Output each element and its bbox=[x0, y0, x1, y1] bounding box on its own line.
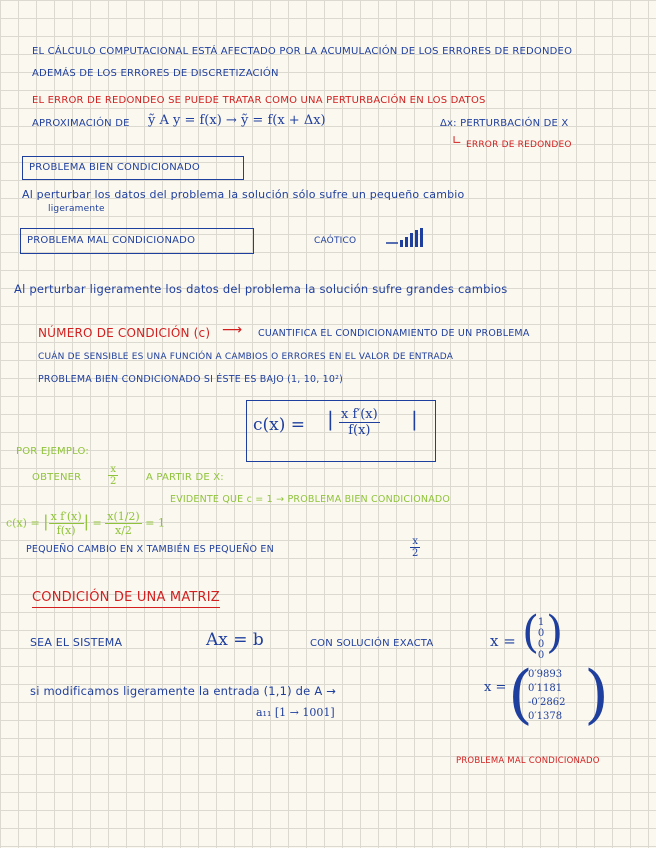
ill-conditioned-result: PROBLEMA MAL CONDICIONADO bbox=[456, 756, 600, 766]
ill-conditioned-description: Al perturbar ligeramente los datos del problema la solución sufre grandes cambios bbox=[14, 282, 508, 296]
calc-num-2: x(1/2) bbox=[107, 510, 140, 523]
exact-solution-label: CON SOLUCIÓN EXACTA bbox=[310, 638, 434, 649]
condition-number-title: NÚMERO DE CONDICIÓN (c) bbox=[38, 326, 211, 340]
formula-fraction bbox=[339, 407, 380, 438]
calc-den-1: f(x) bbox=[56, 524, 76, 537]
a11-change: a₁₁ [1 → 1001] bbox=[256, 706, 335, 719]
approximation-label: APROXIMACIÓN DE bbox=[32, 118, 130, 129]
perturbed-left-paren: ( bbox=[508, 658, 533, 732]
formula-denominator: f(x) bbox=[348, 423, 371, 438]
perturbed-component: -0′2862 bbox=[528, 697, 566, 708]
ill-conditioned-box bbox=[20, 228, 254, 254]
intro-line-1: EL CÁLCULO COMPUTACIONAL ESTÁ AFECTADO POR LA ACUMULACIÓN DE LOS ERRORES DE REDONDEO bbox=[32, 46, 573, 57]
matrix-condition-title: CONDICIÓN DE UNA MATRIZ bbox=[32, 590, 220, 608]
system-equation: Ax = b bbox=[206, 630, 264, 650]
exact-left-paren: ( bbox=[522, 607, 540, 658]
perturbed-solution-vector bbox=[528, 668, 586, 724]
perturbed-component: 0′9893 bbox=[528, 669, 563, 680]
rounding-perturbation-line: EL ERROR DE REDONDEO SE PUEDE TRATAR COMO UNA PERTURBACIÓN EN LOS DATOS bbox=[32, 95, 486, 106]
example-obtain: OBTENER bbox=[32, 472, 82, 483]
well-conditioned-label: PROBLEMA BIEN CONDICIONADO bbox=[29, 162, 200, 173]
calc-num-1: x f′(x) bbox=[50, 510, 82, 523]
rounding-error-note: ERROR DE REDONDEO bbox=[466, 140, 572, 150]
small-change-frac bbox=[410, 536, 420, 559]
perturbed-component: 0′1378 bbox=[528, 711, 563, 722]
sensitivity-line: CUÁN DE SENSIBLE ES UNA FUNCIÓN A CAMBIOS O ERRORES EN EL VALOR DE ENTRADA bbox=[38, 352, 454, 362]
system-label: SEA EL SISTEMA bbox=[30, 636, 123, 649]
perturbed-x-label: x = bbox=[484, 680, 507, 695]
example-label: POR EJEMPLO: bbox=[16, 446, 89, 457]
low-value-line: PROBLEMA BIEN CONDICIONADO SI ÉSTE ES BAJO (1, 10, 10²) bbox=[38, 374, 344, 385]
condition-number-definition: CUANTIFICA EL CONDICIONAMIENTO DE UN PROBLEMA bbox=[258, 328, 530, 339]
modification-line: si modificamos ligeramente la entrada (1,1) de A → bbox=[30, 684, 337, 698]
ill-conditioned-label: PROBLEMA MAL CONDICIONADO bbox=[27, 235, 196, 246]
calc-rhs: = 1 bbox=[145, 516, 165, 530]
formula-numerator: x f′(x) bbox=[341, 407, 378, 422]
perturbed-component: 0′1181 bbox=[528, 683, 563, 694]
perturbed-right-paren: ) bbox=[584, 658, 609, 732]
small-change-line: PEQUEÑO CAMBIO EN X TAMBIÉN ES PEQUEÑO EN bbox=[26, 544, 274, 555]
exact-component: 0 bbox=[537, 628, 545, 639]
condition-formula-box bbox=[246, 400, 436, 462]
formula-lhs: c(x) = bbox=[253, 415, 306, 435]
small-change-num: x bbox=[410, 536, 420, 548]
intro-line-2: ADEMÁS DE LOS ERRORES DE DISCRETIZACIÓN bbox=[32, 68, 279, 79]
chaotic-bars-icon bbox=[386, 228, 434, 253]
exact-right-paren: ) bbox=[546, 607, 564, 658]
approximation-formula: ỹ A y = f(x) → ỹ = f(x + Δx) bbox=[148, 113, 326, 128]
example-frac-den: 2 bbox=[110, 476, 117, 487]
example-conclusion: EVIDENTE QUE c = 1 → PROBLEMA BIEN CONDICIONADO bbox=[170, 494, 451, 505]
well-conditioned-box bbox=[22, 156, 244, 180]
calc-den-2: x/2 bbox=[115, 524, 132, 537]
example-x-over-2 bbox=[108, 464, 118, 487]
example-frac-num: x bbox=[108, 464, 118, 476]
delta-x-definition: Δx: PERTURBACIÓN DE X bbox=[440, 118, 569, 129]
example-calculation: c(x) = | $\frac{\text{x f′(x)}}{f(x)}$ | = $\frac{x(1/2)}{x/2}$ = 1 bbox=[6, 510, 165, 537]
abs-left-bar: | bbox=[327, 407, 334, 431]
l-arrow-icon: ∟ bbox=[452, 133, 463, 147]
chaotic-label: CAÓTICO bbox=[314, 236, 357, 246]
well-conditioned-description: Al perturbar los datos del problema la solución sólo sufre un pequeño cambio bbox=[22, 188, 465, 201]
exact-component: 1 bbox=[537, 617, 545, 628]
exact-x-label: x = bbox=[490, 632, 516, 650]
exact-component: 0 bbox=[537, 650, 545, 661]
abs-right-bar: | bbox=[411, 407, 418, 431]
example-from-x: A PARTIR DE X: bbox=[146, 472, 224, 483]
calc-lhs: c(x) = bbox=[6, 516, 40, 530]
small-change-den: 2 bbox=[412, 548, 419, 559]
arrow-icon: ⟶ bbox=[222, 322, 243, 338]
exact-component: 0 bbox=[537, 639, 545, 650]
well-conditioned-note: ligeramente bbox=[48, 204, 105, 214]
